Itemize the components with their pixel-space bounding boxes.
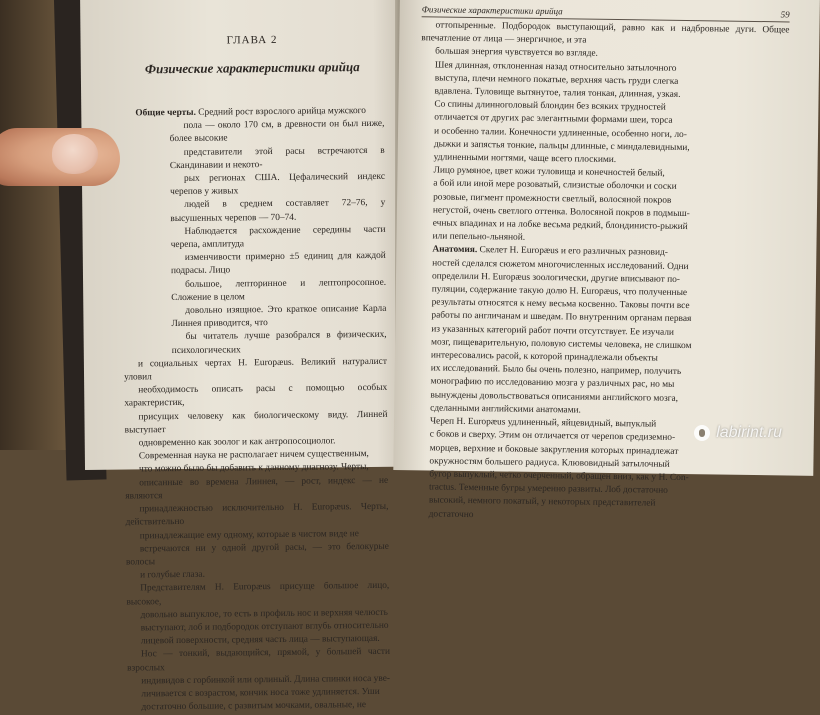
line-text: высокий, немного покатый, у некоторых представителей <box>428 495 656 509</box>
line-text: людей в среднем составляет 72–76, у высушенных черепов — 70–74. <box>170 198 386 224</box>
page-number: 59 <box>780 9 790 20</box>
line-text: Нос — тонкий, выдающийся, прямой, у большей части взрослых <box>127 647 391 674</box>
text-line <box>127 699 390 715</box>
text-line <box>121 118 384 147</box>
text-line <box>126 540 389 569</box>
line-text: Современная наука не располагает ничем существенным, <box>138 449 369 462</box>
text-line <box>127 646 390 675</box>
right-page-text <box>415 19 790 526</box>
line-text: лицевой поверхности, средняя часть лица — выступающая. <box>140 634 380 647</box>
line-text: Представителям H. Europæus присуще большое лицо, высокое, <box>126 581 390 608</box>
text-line <box>125 501 388 530</box>
line-text: вынуждены довольствоваться описаниями английского мозга, <box>430 390 679 404</box>
running-title: Физические характеристики арийца <box>421 4 563 17</box>
line-text: из указанных категорий работ почти отсутствует. Ее изучали <box>431 324 675 338</box>
line-text: выступают, лоб и подбородок отступают вглубь относительно <box>140 620 389 634</box>
line-text: их исследований. Было бы очень полезно, например, получить <box>430 363 682 378</box>
line-text: определили H. Europæus зоологически, другие вписывают по- <box>431 271 681 285</box>
section-label: Анатомия. <box>432 244 480 256</box>
line-text: результаты относятся к нему весьма косвенно. Таковы почти все <box>431 297 690 312</box>
line-text: или пепельно-льняной. <box>432 231 526 244</box>
line-text: сделанными английскими анатомами. <box>430 403 581 416</box>
text-line <box>122 224 385 253</box>
line-text: присущих человеку как биологическому виду. Линней выступает <box>124 409 388 436</box>
line-text: с боков и сверху. Этим он отличается от черепов средиземно- <box>429 429 676 444</box>
line-text: встречаются ни у одной другой расы, — это белокурые волосы <box>125 541 389 568</box>
watermark <box>694 424 782 442</box>
text-line <box>123 303 386 332</box>
line-text: рых регионах США. Цефалический индекс черепов у живых <box>170 171 386 198</box>
text-line <box>124 329 387 358</box>
line-text: большая энергия чувствуется во взгляде. <box>435 46 598 60</box>
line-text: и социальных чертах H. Europæus. Великий натуралист уловил <box>124 356 387 383</box>
line-text: Лицо румяное, цвет кожи туловища и конечностей белый, <box>433 165 665 179</box>
text-line <box>124 408 387 437</box>
text-line <box>124 356 387 385</box>
chapter-heading: ГЛАВА 2 <box>226 33 278 47</box>
line-text: вдавлена. Туловище вытянутое, талия тонкая, длинная, узкая. <box>434 86 681 100</box>
text-line <box>122 171 385 200</box>
text-line <box>125 474 388 503</box>
line-text: довольно выпуклое, то есть в профиль нос и верхняя челюсть <box>140 607 388 621</box>
line-text: пуляции, содержание такую долю H. Europæus, что полученные <box>431 284 688 299</box>
line-text: монографию по исследованию мозга у различных рас, но мы <box>430 376 675 391</box>
line-text: большое, лепторинное и лептопросопное. Сложение в целом <box>171 277 387 303</box>
line-text: отличается от других рас элегантными формами шеи, торса <box>434 112 673 127</box>
line-text: принадлежащие ему одному, которые в чистом виде не <box>139 528 359 541</box>
line-text: принадлежностью исключительно H. Europæus. Черты, действительно <box>125 501 389 528</box>
thumbnail-nail <box>52 134 98 174</box>
text-line <box>126 580 389 609</box>
line-text: Средний рост взрослого арийца мужского <box>198 106 366 118</box>
line-text: пола — около 170 см, в древности он был ниже, более высокие <box>169 119 385 145</box>
left-page-text <box>121 105 390 715</box>
text-line <box>123 250 386 279</box>
text-line <box>124 382 387 411</box>
section-label: Общие черты. <box>135 107 199 119</box>
line-text: удлиненными ногтями, чаще всего плоскими. <box>433 152 617 166</box>
line-text: мозг, пищеварительную, половую системы человека, не слишком <box>431 337 692 351</box>
line-text: ностей сделался сюжетом многочисленных исследований. Одни <box>432 258 689 272</box>
watermark-text: labirint.ru <box>716 424 782 441</box>
line-text: достаточно большие, с развитым мочками, овальные, не <box>141 700 367 713</box>
thumb <box>0 128 120 186</box>
line-text: tractus. Теменные бугры умеренно развиты. Лоб достаточно <box>428 482 668 496</box>
line-text: Череп H. Europæus удлиненный, яйцевидный, выпуклый <box>429 416 657 430</box>
line-text: личивается с возрастом, кончик носа тоже удлиняется. Уши <box>141 686 380 700</box>
left-page <box>80 0 410 713</box>
line-text: изменчивости примерно ±5 единиц для каждой подрасы. Лицо <box>170 251 386 277</box>
right-page <box>393 0 820 520</box>
line-text: бы читатель лучше разобрался в физических, психологических <box>171 330 387 356</box>
line-text: ечных впадинах и на лобке весьма редкий, блондинисто-рыжий <box>432 218 688 233</box>
line-text: что можно было бы добавить к данному диагнозу. Черты, <box>138 462 369 475</box>
line-text: работы по англичанам и шведам. По внутренним органам первая <box>431 310 692 325</box>
line-text: и особенно талии. Конечности удлиненные, особенно ноги, ло- <box>433 126 687 140</box>
line-text: Шея длинная, отклоненная назад относительно затылочного <box>434 60 677 74</box>
line-text: достаточно <box>428 508 474 520</box>
text-line <box>123 276 386 305</box>
line-text: индивидов с горбинкой или орлиный. Длина спинки носа уве- <box>141 673 391 687</box>
line-text: и голубые глаза. <box>140 569 205 581</box>
line-text: а бой или иной мере розоватый, слизистые оболочки и соски <box>433 178 677 193</box>
line-text: Скелет H. Europæus и его различных разновид- <box>479 245 668 259</box>
line-text: Со спины длинноголовый блондин без всяких трудностей <box>434 99 666 113</box>
line-text: Наблюдается расхождение середины части черепа, амплитуда <box>170 224 386 251</box>
line-text: розовые, пигмент промежности светлый, волосяной покров <box>433 192 672 206</box>
chapter-title: Физические характеристики арийца <box>144 59 360 77</box>
line-text: выступа, плечи немного покатые, верхняя часть груди слегка <box>434 73 679 87</box>
labirint-logo-icon <box>694 425 710 441</box>
line-text: описанные во времена Линнея, — рост, индекс — не являются <box>125 475 389 502</box>
line-text: одновременно как зоолог и как антропосоциолог. <box>138 436 336 449</box>
line-text: оттопыренные. Подбородок выступающий, равно как и надбровные дуги. Общее впечатление от лица — энергичное, и эта <box>421 20 790 46</box>
line-text: окружностям большего радиуса. Клювовидный затылочный <box>429 456 670 470</box>
line-text: дыжки и запястья тонкие, пальцы длинные, с миндалевидными, <box>433 139 690 153</box>
text-line <box>122 197 385 226</box>
line-text: интересовались расой, к которой принадлежали объекты <box>430 350 658 364</box>
line-text: необходимость описать расы с помощью особых характеристик, <box>124 383 388 410</box>
text-line <box>122 144 385 173</box>
line-text: бугор выпуклый, четко очерченный, обращен вниз, как у H. Con- <box>429 469 689 483</box>
line-text: представители этой расы встречаются в Скандинавии и некото- <box>169 145 385 171</box>
line-text: негустой, очень светлого оттенка. Волосяной покров в подмыш- <box>432 205 690 219</box>
line-text: довольно изящное. Это краткое описание Карла Линнея приводится, что <box>171 303 387 330</box>
line-text: морцев, верхние и боковые закругления которых принадлежат <box>429 442 679 457</box>
